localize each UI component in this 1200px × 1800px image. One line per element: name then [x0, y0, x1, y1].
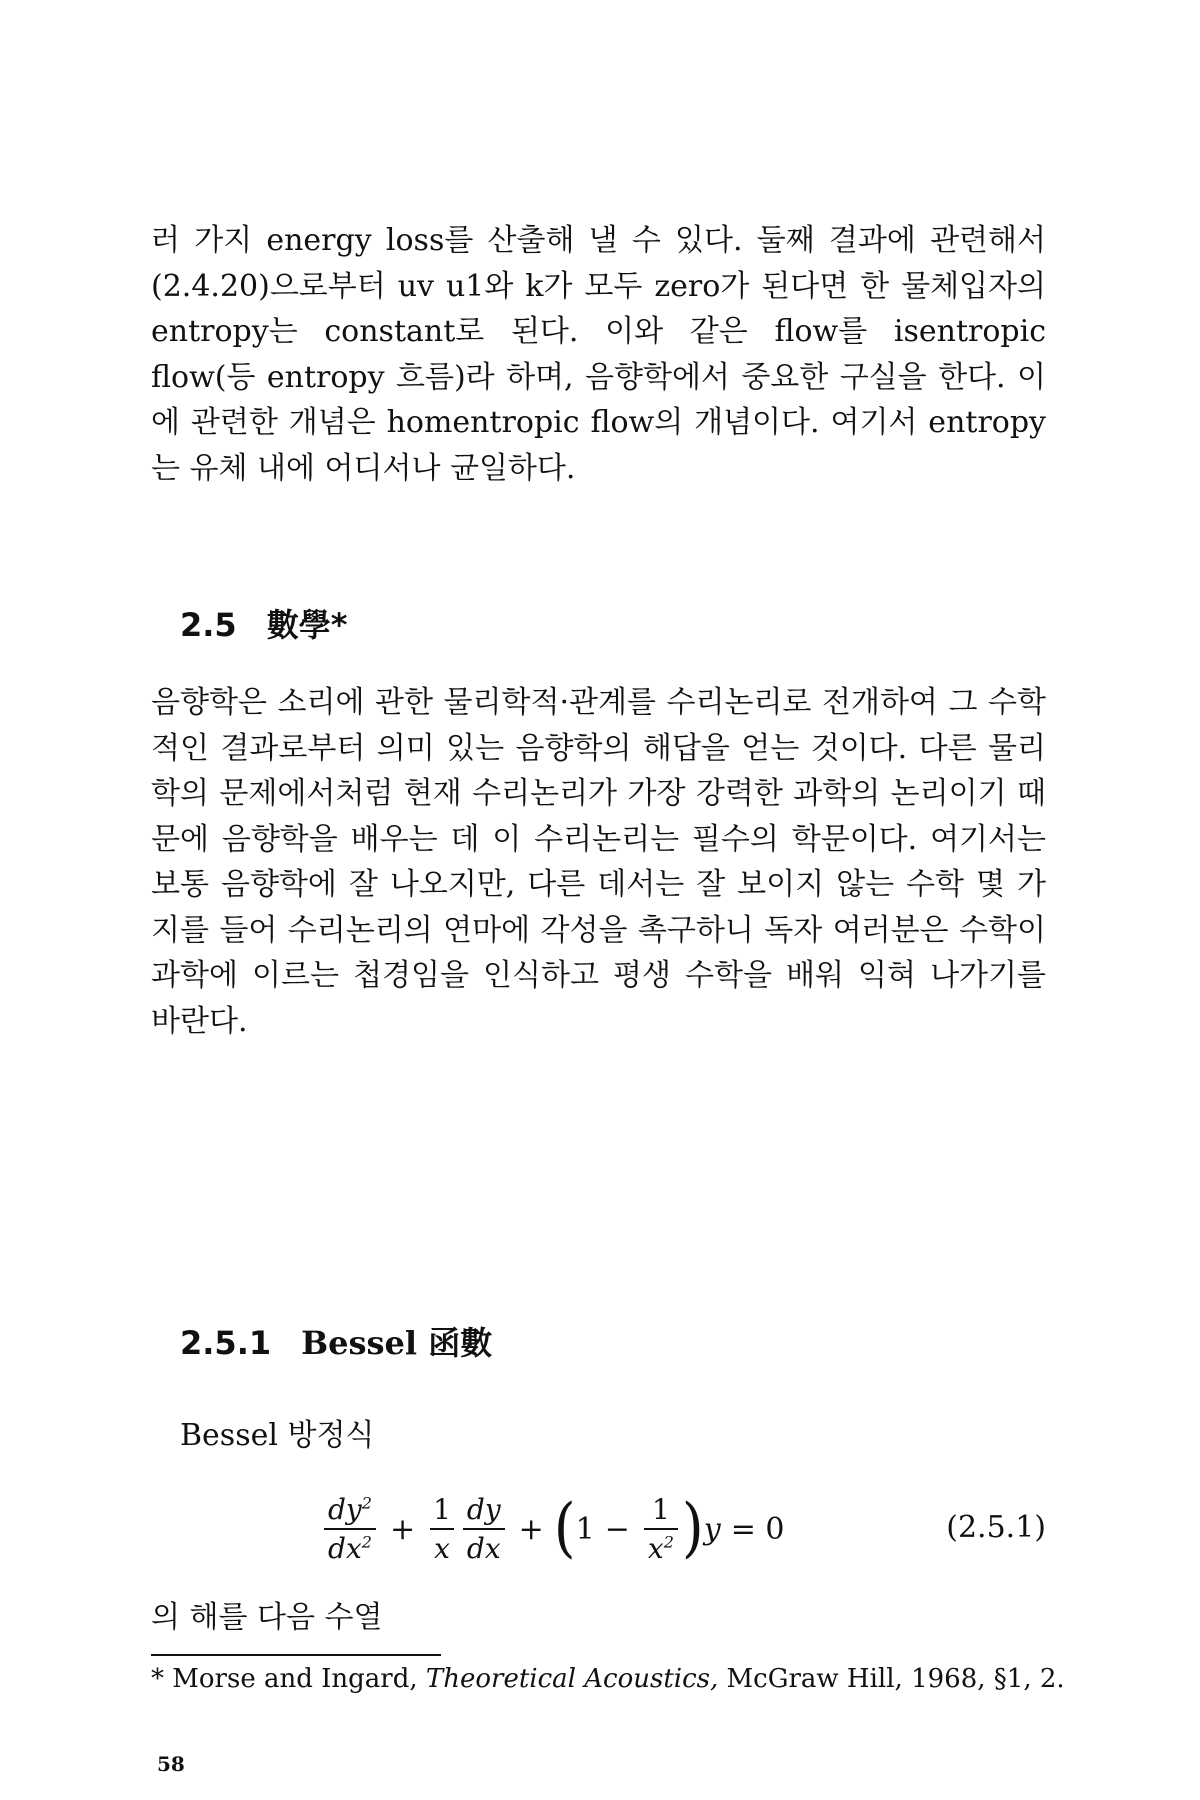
- t2-denominator: x: [430, 1528, 454, 1565]
- footnote-publisher: McGraw Hill, 1968, §1, 2.: [726, 1664, 1065, 1694]
- section-heading: [180, 600, 347, 646]
- fraction-dy-dx: [463, 1493, 505, 1565]
- footnote-marker: *: [151, 1664, 164, 1694]
- t4-denominator: x: [647, 1532, 664, 1565]
- right-paren: ): [681, 1491, 704, 1566]
- variable-y: y: [703, 1511, 721, 1547]
- t3-numerator: dy: [466, 1493, 501, 1526]
- fraction-1-over-x2: [644, 1493, 678, 1565]
- body-paragraph-2: 음향학은 소리에 관한 물리학적·관계를 수리논리로 전개하여 그 수학적인 결과로부터 의미 있는 음향학의 해답을 얻는 것이다. 다른 물리학의 문제에서처럼 현재 수리논리가 가장 강력한 과학의 논리이기 때문에 음향학을 배우는 데 이 수리논리는 필수의 학문이다. 여기서는 보통 음향학에 잘 나오지만, 다른 데서는 잘 보이지 않는 수학 몇 가지를 들어 수리논리의 연마에 각성을 촉구하니 독자 여러분은 수학이 과학에 이르는 첩경임을 인식하고 평생 수학을 배워 익혀 나가기를 바란다.: [151, 685, 1046, 1039]
- t1-numerator-sup: 2: [361, 1493, 372, 1513]
- equation-intro: Bessel 방정식: [180, 1418, 375, 1453]
- t1-denominator: dx: [328, 1532, 362, 1565]
- minus: −: [604, 1511, 630, 1547]
- left-paren: (: [553, 1491, 576, 1566]
- section-number: 2.5: [180, 606, 237, 644]
- t1-denominator-sup: 2: [361, 1532, 372, 1552]
- subsection-title: Bessel 函數: [301, 1324, 493, 1362]
- subsection-number: 2.5.1: [180, 1324, 272, 1362]
- page-number: 58: [157, 1752, 185, 1776]
- equals-zero: = 0: [730, 1511, 785, 1547]
- footnote-authors: Morse and Ingard,: [172, 1664, 418, 1694]
- one: 1: [575, 1511, 595, 1547]
- equation-formula: [320, 1484, 794, 1574]
- plus-2: +: [518, 1511, 544, 1547]
- t4-numerator: 1: [651, 1493, 670, 1526]
- t2-numerator: 1: [433, 1493, 451, 1526]
- section-title: 數學*: [266, 606, 348, 644]
- t1-numerator: dy: [328, 1493, 362, 1526]
- subsection-heading: [180, 1318, 492, 1364]
- equation-tail-text: 의 해를 다음 수열: [151, 1600, 383, 1635]
- body-paragraph-1: 러 가지 energy loss를 산출해 낼 수 있다. 둘째 결과에 관련해서 (2.4.20)으로부터 uv u1와 k가 모두 zero가 된다면 한 물체입자의 entropy는 constant로 된다. 이와 같은 flow를 isentropic flow(등 entropy 흐름)라 하며, 음향학에서 중요한 구실을 한다. 이에 관련한 개념은 homentropic flow의 개념이다. 여기서 entropy는 유체 내에 어디서나 균일하다.: [151, 223, 1046, 486]
- fraction-d2y-dx2: [324, 1493, 376, 1565]
- footnote-title: Theoretical Acoustics,: [425, 1664, 719, 1694]
- plus-1: +: [389, 1511, 416, 1547]
- footnote: [151, 1664, 1065, 1694]
- equation-number: (2.5.1): [946, 1510, 1046, 1545]
- t3-denominator: dx: [463, 1528, 505, 1565]
- bessel-equation: [320, 1484, 1046, 1574]
- t4-denominator-sup: 2: [663, 1532, 674, 1552]
- fraction-1-over-x: [429, 1493, 455, 1565]
- footnote-rule: [151, 1654, 441, 1656]
